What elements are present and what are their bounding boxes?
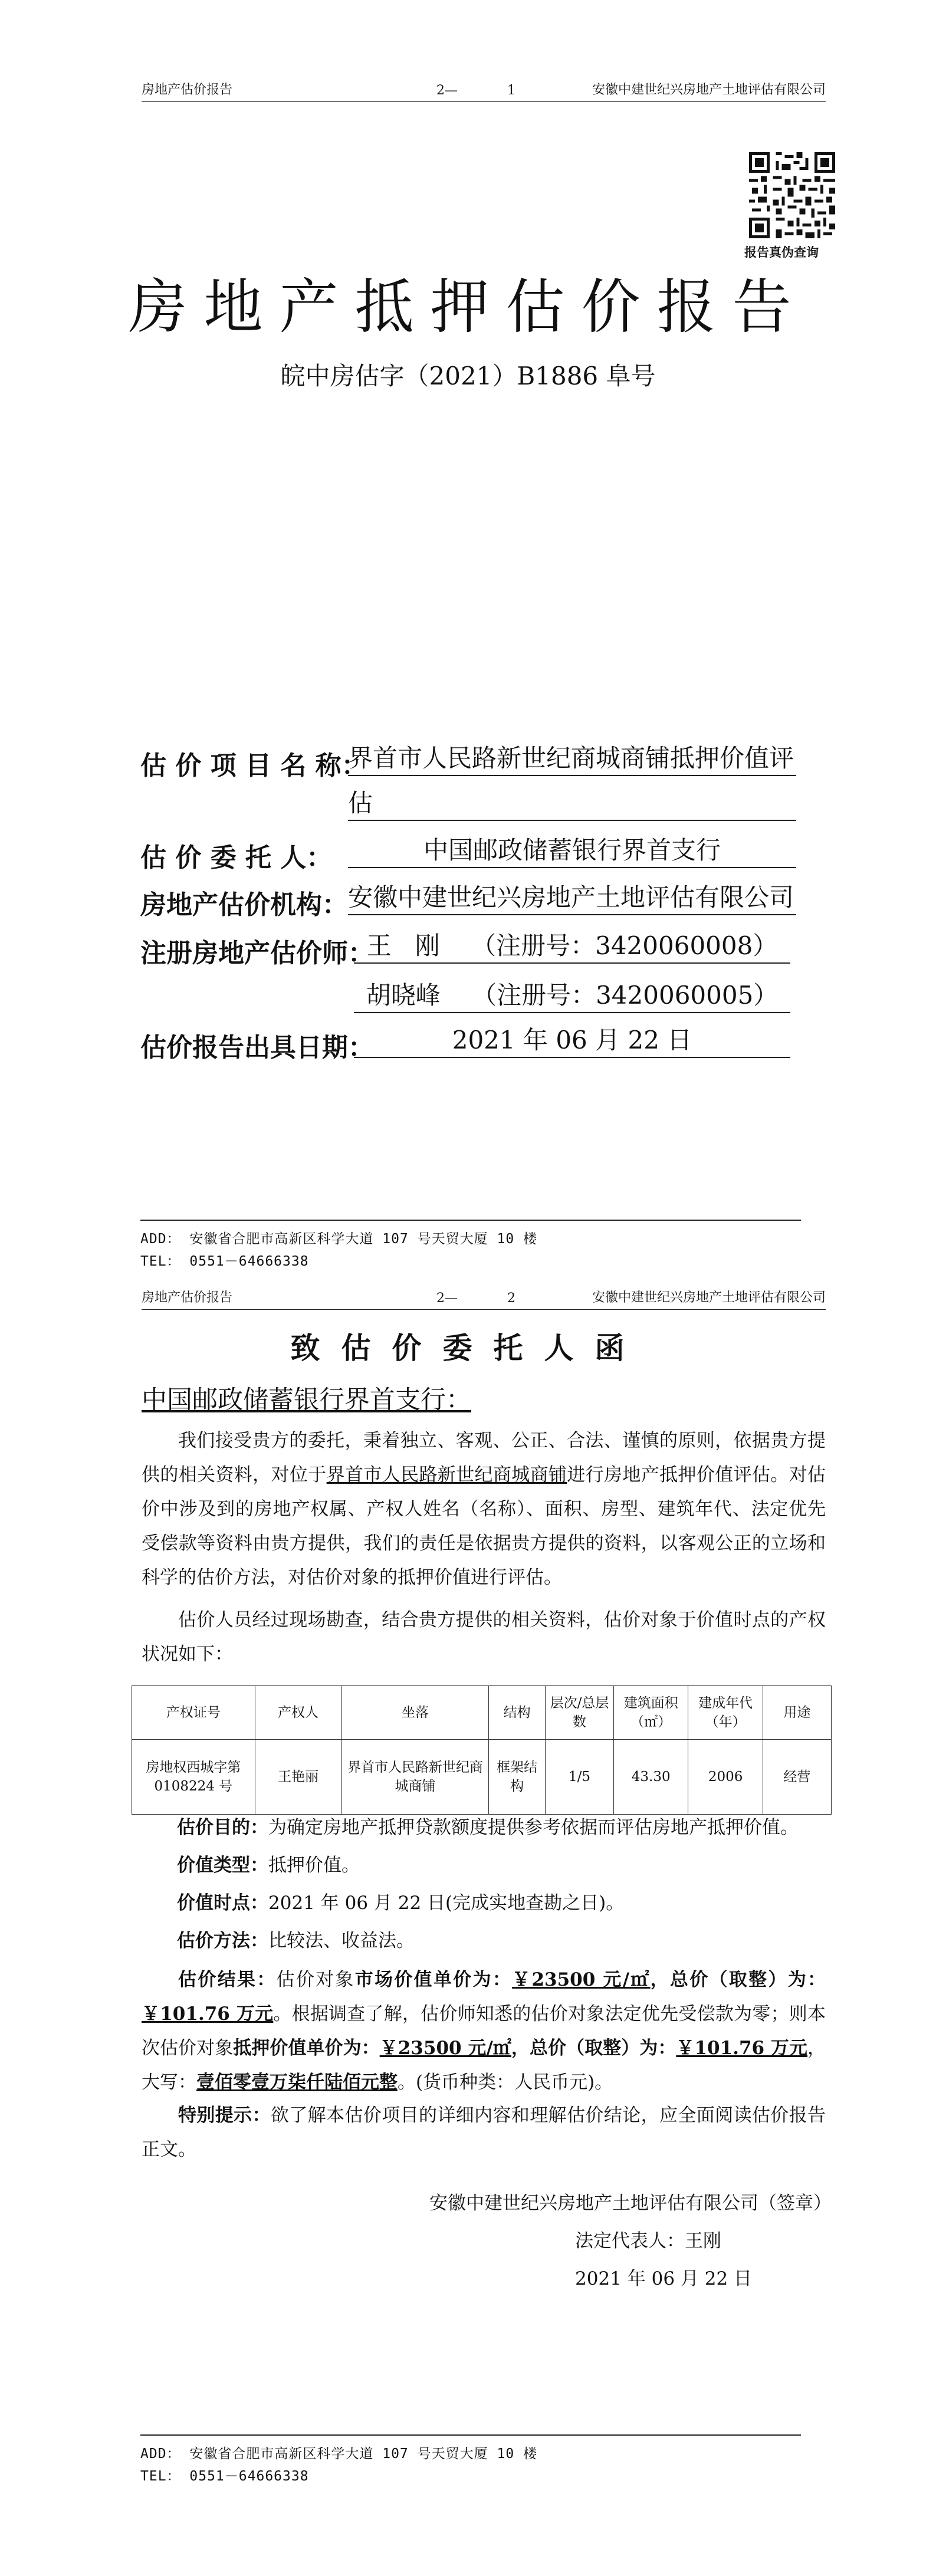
result-total: ￥101.76 万元 xyxy=(142,2003,274,2025)
agency-value: 安徽中建世纪兴房地产土地评估有限公司 xyxy=(348,881,796,915)
addressee-colon: ： xyxy=(446,1385,471,1415)
page-header xyxy=(142,1286,826,1310)
result-mortgage-unit: ￥23500 元/㎡ xyxy=(379,2038,511,2059)
paragraph-intro xyxy=(142,1424,826,1595)
sign-company: 安徽中建世纪兴房地产土地评估有限公司（签章） xyxy=(429,2193,832,2214)
letter-page xyxy=(0,1280,936,2576)
header-left: 房地产估价报告 xyxy=(142,83,233,97)
td-floor: 1/5 xyxy=(545,1740,613,1815)
header-right: 安徽中建世纪兴房地产土地评估有限公司 xyxy=(592,83,826,97)
th-structure: 结构 xyxy=(489,1686,546,1740)
result-f: 。根据调查了解，估价师知悉的估价对象法定优先受偿款为零；则本次估价对象 xyxy=(142,2003,826,2059)
th-floor: 层次/总层数 xyxy=(545,1686,613,1740)
td-structure: 框架结构 xyxy=(489,1740,546,1815)
th-location: 坐落 xyxy=(341,1686,489,1740)
purpose-value: 为确定房地产抵押贷款额度提供参考依据而评估房地产抵押价值。 xyxy=(268,1817,799,1838)
sign-representative: 法定代表人：王刚 xyxy=(575,2230,721,2252)
page-index-b: 2 xyxy=(507,1291,515,1306)
client-value: 中国邮政储蓄银行界首支行 xyxy=(348,834,796,868)
result-m: 。(货币种类：人民币元)。 xyxy=(398,2072,613,2093)
report-number: 皖中房估字（2021）B1886 阜号 xyxy=(280,362,656,390)
report-title: 房地产抵押估价报告 xyxy=(128,272,808,341)
time-label: 价值时点： xyxy=(177,1892,268,1914)
appraiser-2: 胡晓峰 （注册号：3420060005） xyxy=(354,979,790,1013)
footer-divider xyxy=(140,1220,801,1221)
addressee xyxy=(142,1380,471,1416)
page-index-a: 2— xyxy=(436,83,458,98)
property-table xyxy=(132,1685,832,1815)
td-area: 43.30 xyxy=(614,1740,688,1815)
client-label: 估 价 委 托 人： xyxy=(140,843,333,873)
result-b: 市场价值单价为： xyxy=(354,1969,513,1990)
sign-date: 2021 年 06 月 22 日 xyxy=(575,2268,753,2289)
footer-address: ADD： 安徽省合肥市高新区科学大道 107 号天贸大厦 10 楼 xyxy=(140,2446,538,2462)
method-value: 比较法、收益法。 xyxy=(268,1930,415,1951)
qr-code-icon xyxy=(749,152,835,238)
paragraph-survey: 估价人员经过现场勘查，结合贵方提供的相关资料，估价对象于价值时点的产权状况如下： xyxy=(142,1609,826,1665)
page-header xyxy=(142,78,826,102)
letter-title: 致估价委托人函 xyxy=(290,1330,646,1365)
result-i: ，总价（取整）为： xyxy=(511,2038,676,2059)
project-name-value-line1: 界首市人民路新世纪商城商铺抵押价值评 xyxy=(348,742,796,776)
result-mortgage-total: ￥101.76 万元 xyxy=(676,2038,808,2059)
para1-location: 界首市人民路新世纪商城商铺 xyxy=(326,1464,567,1486)
td-owner: 王艳丽 xyxy=(255,1740,341,1815)
special-note xyxy=(142,2098,826,2167)
type-line xyxy=(177,1848,360,1882)
td-location: 界首市人民路新世纪商城商铺 xyxy=(341,1740,489,1815)
result-a: 估价对象 xyxy=(276,1969,355,1990)
page-index-b: 1 xyxy=(507,83,515,98)
method-line xyxy=(177,1924,415,1958)
table-row xyxy=(132,1740,832,1815)
td-cert-no: 房地权西城字第0108224 号 xyxy=(132,1740,255,1815)
cover-page xyxy=(0,0,936,1280)
appraiser-label: 注册房地产估价师： xyxy=(140,938,374,968)
time-line xyxy=(177,1886,624,1920)
td-year: 2006 xyxy=(688,1740,763,1815)
purpose-label: 估价目的： xyxy=(177,1817,268,1838)
footer-tel: TEL： 0551－64666338 xyxy=(140,1254,309,1269)
special-value: 欲了解本估价项目的详细内容和理解估价结论，应全面阅读估价报告正文。 xyxy=(142,2105,826,2160)
header-right: 安徽中建世纪兴房地产土地评估有限公司 xyxy=(592,1290,826,1305)
result-label: 估价结果： xyxy=(178,1969,277,1990)
report-date-label: 估价报告出具日期： xyxy=(140,1033,374,1063)
result-uppercase: 壹佰零壹万柒仟陆佰元整 xyxy=(196,2072,398,2093)
result-d: ，总价（取整）为： xyxy=(650,1969,826,1990)
time-value: 2021 年 06 月 22 日(完成实地查勘之日)。 xyxy=(268,1892,625,1914)
th-owner: 产权人 xyxy=(255,1686,341,1740)
result-unit-price: ￥23500 元/㎡ xyxy=(512,1969,651,1990)
header-left: 房地产估价报告 xyxy=(142,1290,233,1305)
footer-divider xyxy=(140,2434,801,2436)
project-name-value-line2: 估 xyxy=(348,787,796,821)
agency-label: 房地产估价机构： xyxy=(140,890,348,920)
th-area: 建筑面积（㎡） xyxy=(614,1686,688,1740)
para1-a: 我们接受贵方的委托，秉着独立、客观、公正、合法、谨慎的原则，依据贵方提供的相关资料，对位于 xyxy=(142,1430,826,1486)
result-g: 抵押价值单价为： xyxy=(233,2038,380,2059)
result-k: ，大写： xyxy=(142,2038,826,2093)
table-header-row xyxy=(132,1686,832,1740)
project-name-label: 估 价 项 目 名 称： xyxy=(140,751,367,781)
para1-b: 进行房地产抵押价值评估。对估价中涉及到的房地产权属、产权人姓名（名称）、面积、房型、建筑年代、法定优先受偿款等资料由贵方提供，我们的责任是依据贵方提供的资料，以客观公正的立场和科学的估价方法，对估价对象的抵押价值进行评估。 xyxy=(142,1464,826,1588)
td-usage: 经营 xyxy=(763,1740,831,1815)
page-index-a: 2— xyxy=(436,1291,458,1306)
result-paragraph xyxy=(142,1963,826,2099)
footer-address: ADD： 安徽省合肥市高新区科学大道 107 号天贸大厦 10 楼 xyxy=(140,1231,538,1247)
th-cert-no: 产权证号 xyxy=(132,1686,255,1740)
method-label: 估价方法： xyxy=(177,1930,268,1951)
footer-tel: TEL： 0551－64666338 xyxy=(140,2469,309,2484)
th-usage: 用途 xyxy=(763,1686,831,1740)
report-date-value: 2021 年 06 月 22 日 xyxy=(354,1024,790,1058)
appraiser-1: 王 刚 （注册号：3420060008） xyxy=(354,929,790,964)
purpose-line xyxy=(177,1811,799,1845)
th-year: 建成年代（年） xyxy=(688,1686,763,1740)
addressee-name: 中国邮政储蓄银行界首支行 xyxy=(142,1385,446,1415)
special-label: 特别提示： xyxy=(178,2105,271,2126)
type-label: 价值类型： xyxy=(177,1855,268,1876)
type-value: 抵押价值。 xyxy=(268,1855,360,1876)
qr-label: 报告真伪查询 xyxy=(744,245,819,259)
